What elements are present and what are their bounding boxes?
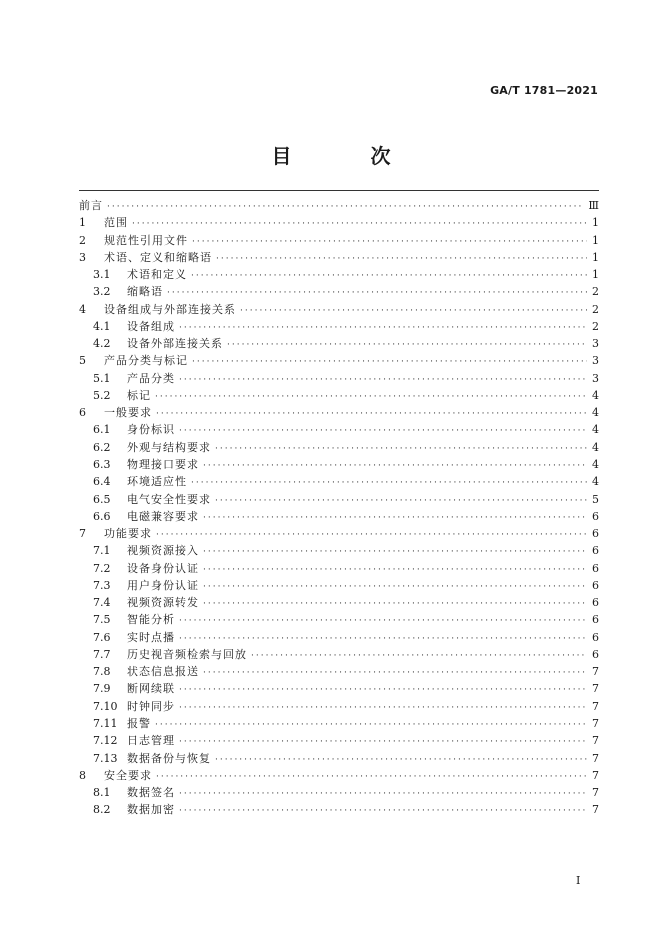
toc-entry-number: 7.7	[93, 647, 111, 661]
toc-entry-page: 6	[592, 561, 599, 575]
toc-entry-page: 4	[592, 440, 599, 454]
toc-entry-number: 6.4	[93, 475, 111, 489]
toc-entry-page: 6	[592, 527, 599, 541]
toc-dot-leader	[191, 268, 587, 285]
top-rule	[79, 190, 599, 191]
toc-entry-page: 3	[592, 354, 599, 368]
toc-entry-title: 日志管理	[127, 734, 175, 748]
toc-dot-leader	[179, 423, 587, 440]
toc-dot-leader	[215, 493, 587, 510]
toc-entry-title: 数据加密	[127, 803, 175, 817]
toc-entry[interactable]	[79, 232, 599, 249]
standard-code: GA/T 1781—2021	[490, 84, 598, 97]
toc-entry[interactable]	[79, 560, 599, 577]
toc-dot-leader	[179, 682, 587, 699]
toc-entry-page: 7	[592, 768, 599, 782]
toc-entry-title: 安全要求	[104, 768, 152, 782]
toc-dot-leader	[215, 752, 587, 769]
toc-dot-leader	[192, 234, 587, 251]
toc-entry-title: 身份标识	[127, 423, 175, 437]
toc-dot-leader	[155, 389, 587, 406]
toc-entry-number: 7	[79, 527, 86, 541]
toc-entry-number: 7.10	[93, 699, 118, 713]
toc-entry-page: 3	[592, 371, 599, 385]
toc-entry-title: 智能分析	[127, 613, 175, 627]
toc-entry[interactable]	[79, 214, 599, 231]
toc-entry-number: 8	[79, 768, 86, 782]
toc-entry[interactable]	[79, 680, 599, 697]
toc-entry[interactable]	[79, 525, 599, 542]
toc-entry[interactable]	[79, 421, 599, 438]
toc-entry-title: 范围	[104, 216, 128, 230]
toc-entry[interactable]	[79, 301, 599, 318]
toc-entry[interactable]	[79, 801, 599, 818]
toc-entry-number: 7.13	[93, 751, 118, 765]
toc-entry-number: 4.1	[93, 319, 111, 333]
toc-entry-title: 前言	[79, 199, 103, 212]
toc-entry-number: 2	[79, 233, 86, 247]
toc-entry-page: 7	[592, 786, 599, 800]
toc-dot-leader	[227, 337, 587, 354]
toc-entry-title: 设备外部连接关系	[127, 337, 223, 351]
toc-entry-number: 7.11	[93, 716, 118, 730]
toc-entry-page: 1	[592, 216, 599, 230]
toc-entry[interactable]	[79, 732, 599, 749]
toc-entry-title: 数据备份与恢复	[127, 751, 211, 765]
toc-entry[interactable]	[79, 784, 599, 801]
toc-entry-page: 1	[592, 268, 599, 282]
toc-entry-number: 7.8	[93, 665, 111, 679]
toc-entry-title: 规范性引用文件	[104, 233, 188, 247]
toc-entry-page: 4	[592, 406, 599, 420]
toc-entry-title: 用户身份认证	[127, 578, 199, 592]
toc-entry-title: 实时点播	[127, 630, 175, 644]
toc-entry-number: 7.9	[93, 682, 111, 696]
toc-dot-leader	[132, 216, 587, 233]
toc-dot-leader	[216, 251, 587, 268]
toc-entry-page: 6	[592, 613, 599, 627]
toc-entry-title: 环境适应性	[127, 475, 187, 489]
toc-entry-page: 3	[592, 337, 599, 351]
toc-entry-page: 6	[592, 509, 599, 523]
toc-entry-page: 6	[592, 647, 599, 661]
toc-entry-page: 1	[592, 233, 599, 247]
toc-entry[interactable]	[79, 491, 599, 508]
toc-entry-title: 电磁兼容要求	[127, 509, 199, 523]
toc-entry-title: 一般要求	[104, 406, 152, 420]
toc-dot-leader	[179, 613, 587, 630]
toc-entry-page: 6	[592, 544, 599, 558]
toc-entry-number: 6	[79, 406, 86, 420]
toc-entry-page: 7	[592, 803, 599, 817]
toc-entry-title: 历史视音频检索与回放	[127, 647, 247, 661]
toc-entry-page: 4	[592, 475, 599, 489]
toc-entry-title: 报警	[127, 716, 151, 730]
toc-dot-leader	[179, 320, 587, 337]
toc-entry-title: 设备身份认证	[127, 561, 199, 575]
toc-entry-title: 术语、定义和缩略语	[104, 250, 212, 264]
toc-dot-leader	[156, 406, 587, 423]
toc-entry[interactable]	[79, 542, 599, 559]
toc-entry[interactable]	[79, 266, 599, 283]
toc-dot-leader	[203, 562, 587, 579]
toc-entry[interactable]	[79, 456, 599, 473]
toc-entry-page: 7	[592, 734, 599, 748]
toc-entry-title: 设备组成与外部连接关系	[104, 302, 236, 316]
toc-entry-number: 5	[79, 354, 86, 368]
toc-entry-number: 7.3	[93, 578, 111, 592]
toc-list	[79, 197, 599, 819]
toc-dot-leader	[191, 475, 587, 492]
toc-entry-title: 电气安全性要求	[127, 492, 211, 506]
toc-entry[interactable]	[79, 577, 599, 594]
toc-dot-leader	[192, 354, 587, 371]
toc-entry-page: 2	[592, 302, 599, 316]
toc-entry[interactable]	[79, 698, 599, 715]
toc-entry-title: 视频资源转发	[127, 596, 199, 610]
toc-entry[interactable]	[79, 352, 599, 369]
toc-entry[interactable]	[79, 249, 599, 266]
toc-entry-title: 视频资源接入	[127, 544, 199, 558]
table-of-contents	[79, 190, 599, 819]
toc-dot-leader	[156, 527, 587, 544]
toc-entry[interactable]	[79, 283, 599, 300]
toc-entry-number: 4.2	[93, 337, 111, 351]
toc-entry-title: 功能要求	[104, 527, 152, 541]
toc-entry-title: 标记	[127, 388, 151, 402]
toc-entry-number: 7.1	[93, 544, 111, 558]
toc-entry-number: 5.2	[93, 388, 111, 402]
toc-entry[interactable]	[79, 197, 599, 214]
toc-dot-leader	[203, 510, 587, 527]
toc-entry-number: 6.1	[93, 423, 111, 437]
page-title: 目 次	[271, 144, 427, 168]
toc-entry-page: 1	[592, 250, 599, 264]
toc-dot-leader	[203, 665, 587, 682]
toc-entry-page: 7	[592, 716, 599, 730]
toc-dot-leader	[107, 199, 584, 216]
toc-entry-page: 7	[592, 751, 599, 765]
toc-entry-title: 数据签名	[127, 786, 175, 800]
toc-entry-number: 7.2	[93, 561, 111, 575]
toc-entry-number: 7.5	[93, 613, 111, 627]
toc-entry-number: 6.5	[93, 492, 111, 506]
toc-entry-number: 6.3	[93, 457, 111, 471]
toc-entry[interactable]	[79, 767, 599, 784]
toc-dot-leader	[203, 596, 587, 613]
toc-entry-title: 术语和定义	[127, 268, 187, 282]
toc-entry-number: 7.6	[93, 630, 111, 644]
toc-entry-page: 2	[592, 319, 599, 333]
toc-entry-number: 7.4	[93, 596, 111, 610]
toc-entry-title: 时钟同步	[127, 699, 175, 713]
toc-entry[interactable]	[79, 629, 599, 646]
toc-entry-title: 状态信息报送	[127, 665, 199, 679]
toc-entry-title: 断网续联	[127, 682, 175, 696]
toc-dot-leader	[179, 786, 587, 803]
toc-dot-leader	[179, 803, 587, 820]
toc-entry-title: 缩略语	[127, 285, 163, 299]
toc-dot-leader	[215, 441, 587, 458]
toc-entry[interactable]	[79, 370, 599, 387]
toc-entry-page: 7	[592, 699, 599, 713]
toc-dot-leader	[251, 648, 587, 665]
toc-entry-number: 3	[79, 250, 86, 264]
toc-dot-leader	[203, 544, 587, 561]
toc-entry-page: 7	[592, 682, 599, 696]
toc-entry[interactable]	[79, 646, 599, 663]
toc-entry-page: 5	[592, 492, 599, 506]
toc-entry-page: 6	[592, 578, 599, 592]
toc-entry-number: 8.2	[93, 803, 111, 817]
toc-entry-title: 物理接口要求	[127, 457, 199, 471]
toc-dot-leader	[203, 579, 587, 596]
toc-entry[interactable]	[79, 715, 599, 732]
toc-entry[interactable]	[79, 611, 599, 628]
toc-dot-leader	[155, 717, 587, 734]
toc-dot-leader	[203, 458, 587, 475]
toc-dot-leader	[240, 303, 587, 320]
toc-entry-page: Ⅲ	[588, 199, 599, 212]
toc-dot-leader	[156, 769, 587, 786]
toc-dot-leader	[179, 734, 587, 751]
toc-entry-page: 2	[592, 285, 599, 299]
toc-entry-number: 8.1	[93, 786, 111, 800]
toc-entry-title: 外观与结构要求	[127, 440, 211, 454]
toc-entry-number: 3.2	[93, 285, 111, 299]
toc-entry-page: 7	[592, 665, 599, 679]
toc-entry[interactable]	[79, 508, 599, 525]
toc-entry-title: 产品分类	[127, 371, 175, 385]
toc-entry[interactable]	[79, 335, 599, 352]
toc-entry-number: 4	[79, 302, 86, 316]
toc-entry[interactable]	[79, 404, 599, 421]
toc-entry-title: 设备组成	[127, 319, 175, 333]
toc-entry-number: 6.6	[93, 509, 111, 523]
toc-entry-number: 6.2	[93, 440, 111, 454]
toc-entry-number: 3.1	[93, 268, 111, 282]
toc-entry-number: 7.12	[93, 734, 118, 748]
toc-entry[interactable]	[79, 750, 599, 767]
toc-dot-leader	[179, 372, 587, 389]
toc-entry[interactable]	[79, 663, 599, 680]
toc-entry-number: 5.1	[93, 371, 111, 385]
toc-entry-page: 6	[592, 596, 599, 610]
toc-entry-page: 4	[592, 388, 599, 402]
toc-entry[interactable]	[79, 594, 599, 611]
toc-entry-title: 产品分类与标记	[104, 354, 188, 368]
toc-entry[interactable]	[79, 439, 599, 456]
toc-entry[interactable]	[79, 473, 599, 490]
toc-entry-page: 4	[592, 423, 599, 437]
toc-entry-page: 4	[592, 457, 599, 471]
toc-entry-number: 1	[79, 216, 86, 230]
toc-dot-leader	[179, 700, 587, 717]
footer-page-number: Ⅰ	[576, 874, 581, 887]
toc-entry-page: 6	[592, 630, 599, 644]
toc-entry[interactable]	[79, 318, 599, 335]
toc-entry[interactable]	[79, 387, 599, 404]
